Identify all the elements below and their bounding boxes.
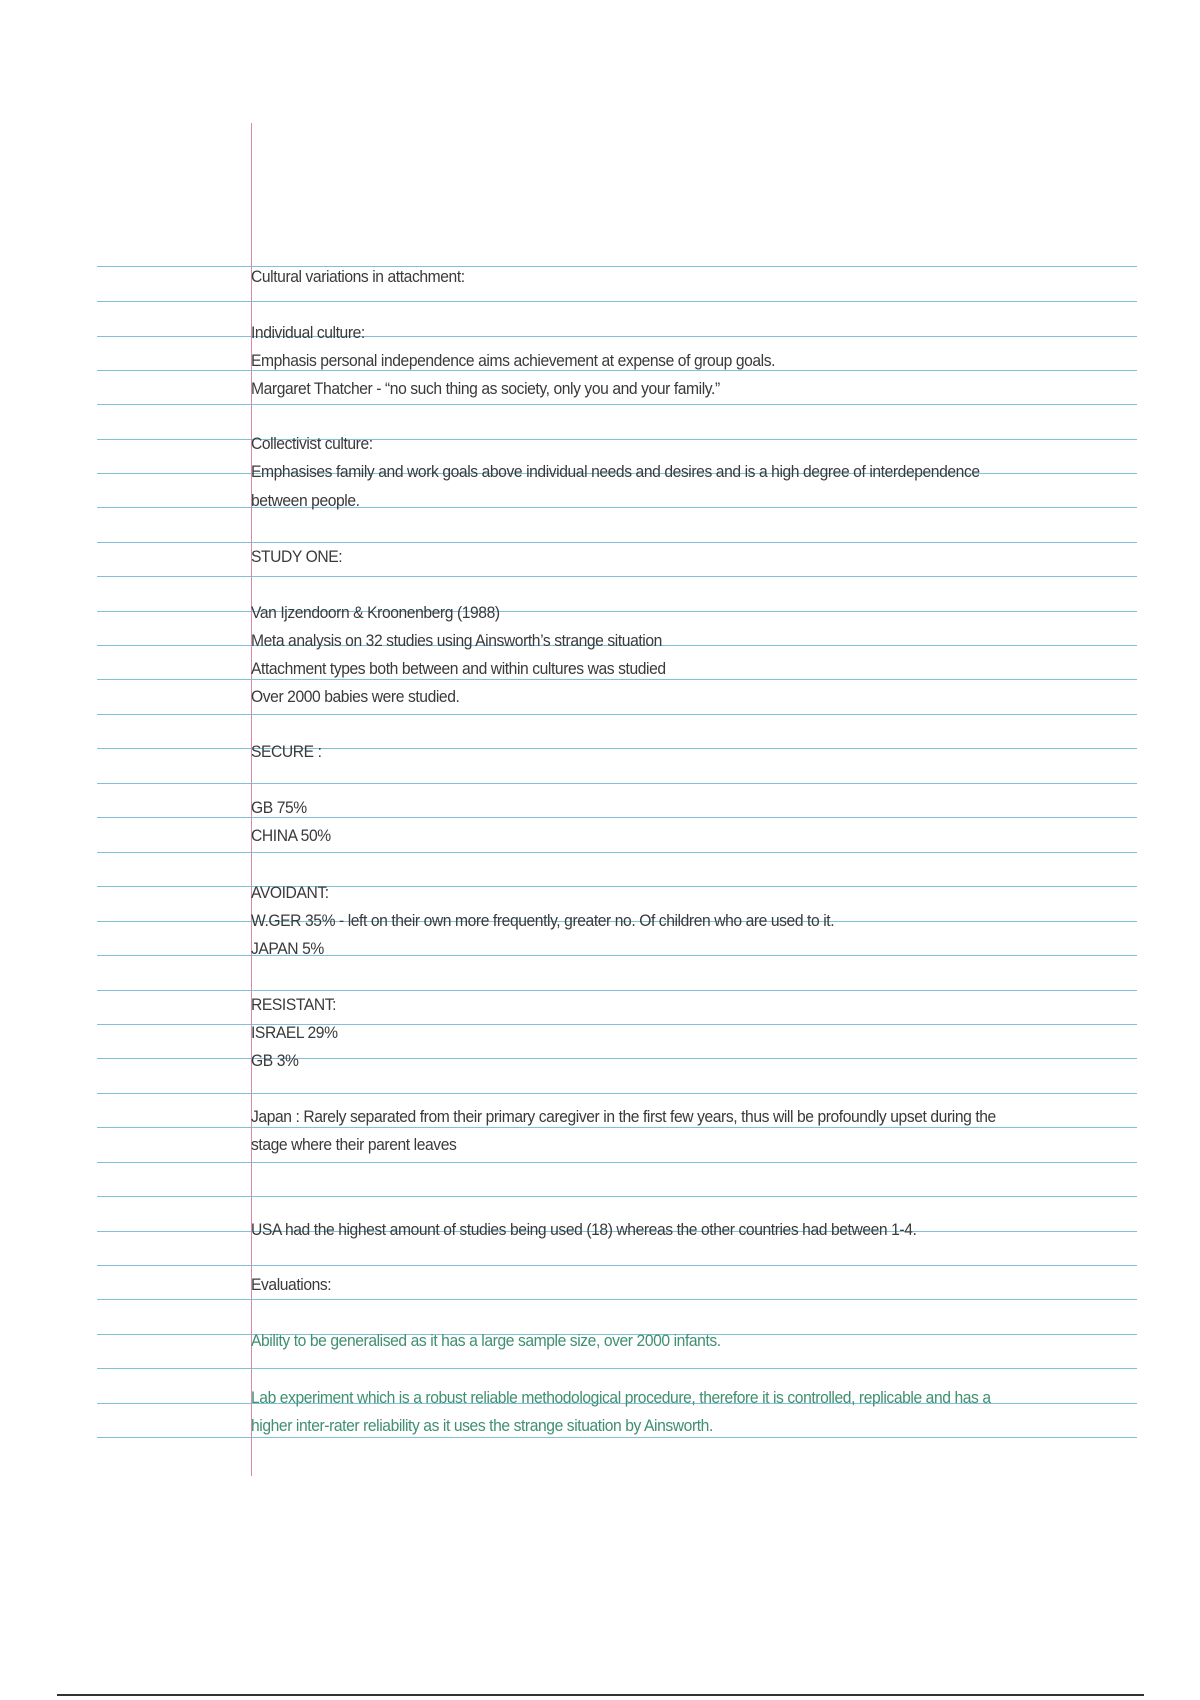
study-meta-analysis: Meta analysis on 32 studies using Ainsworth’s strange situation: [251, 631, 662, 650]
study-authors: Van Ijzendoorn & Kroonenberg (1988): [251, 603, 500, 622]
secure-china: CHINA 50%: [251, 826, 331, 845]
study-attachment-types: Attachment types both between and within cultures was studied: [251, 659, 666, 678]
evaluation-point-1: Ability to be generalised as it has a large sample size, over 2000 infants.: [251, 1331, 721, 1350]
rule-line: [97, 852, 1137, 853]
individual-culture-heading: Individual culture:: [251, 323, 365, 342]
resistant-heading: RESISTANT:: [251, 995, 337, 1014]
avoidant-heading: AVOIDANT:: [251, 883, 329, 902]
page-bottom-border: [57, 1694, 1144, 1696]
avoidant-west-germany: W.GER 35% - left on their own more frequently, greater no. Of children who are used to it.: [251, 911, 835, 930]
usa-studies-note: USA had the highest amount of studies being used (18) whereas the other countries had between 1-4.: [251, 1220, 917, 1239]
resistant-gb: GB 3%: [251, 1051, 299, 1070]
secure-heading: SECURE :: [251, 742, 322, 761]
japan-note-line-1: Japan : Rarely separated from their primary caregiver in the first few years, thus will be profoundly upset during the: [251, 1107, 996, 1126]
study-sample-size: Over 2000 babies were studied.: [251, 687, 460, 706]
ruled-lines: [97, 0, 1137, 1700]
japan-note-line-2: stage where their parent leaves: [251, 1135, 457, 1154]
rule-line: [97, 1368, 1137, 1369]
secure-gb: GB 75%: [251, 798, 307, 817]
rule-line: [97, 542, 1137, 543]
study-one-heading: STUDY ONE:: [251, 547, 343, 566]
rule-line: [97, 1265, 1137, 1266]
rule-line: [97, 783, 1137, 784]
collectivist-culture-line-1: Emphasises family and work goals above individual needs and desires and is a high degree of interdependence: [251, 462, 980, 481]
rule-line: [97, 1162, 1137, 1163]
rule-line: [97, 990, 1137, 991]
evaluation-point-2-line-2: higher inter-rater reliability as it uses the strange situation by Ainsworth.: [251, 1416, 713, 1435]
rule-line: [97, 1093, 1137, 1094]
rule-line: [97, 576, 1137, 577]
resistant-israel: ISRAEL 29%: [251, 1023, 338, 1042]
individual-culture-quote: Margaret Thatcher - “no such thing as society, only you and your family.”: [251, 379, 720, 398]
collectivist-culture-line-2: between people.: [251, 491, 360, 510]
rule-line: [97, 404, 1137, 405]
individual-culture-line-1: Emphasis personal independence aims achievement at expense of group goals.: [251, 351, 776, 370]
rule-line: [97, 714, 1137, 715]
rule-line: [97, 301, 1137, 302]
evaluation-point-2-line-1: Lab experiment which is a robust reliable methodological procedure, therefore it is controlled, replicable and has a: [251, 1388, 991, 1407]
notes-title: Cultural variations in attachment:: [251, 267, 465, 286]
evaluations-heading: Evaluations:: [251, 1275, 332, 1294]
rule-line: [97, 1437, 1137, 1438]
rule-line: [97, 1196, 1137, 1197]
rule-line: [97, 1299, 1137, 1300]
avoidant-japan: JAPAN 5%: [251, 939, 324, 958]
collectivist-culture-heading: Collectivist culture:: [251, 434, 373, 453]
